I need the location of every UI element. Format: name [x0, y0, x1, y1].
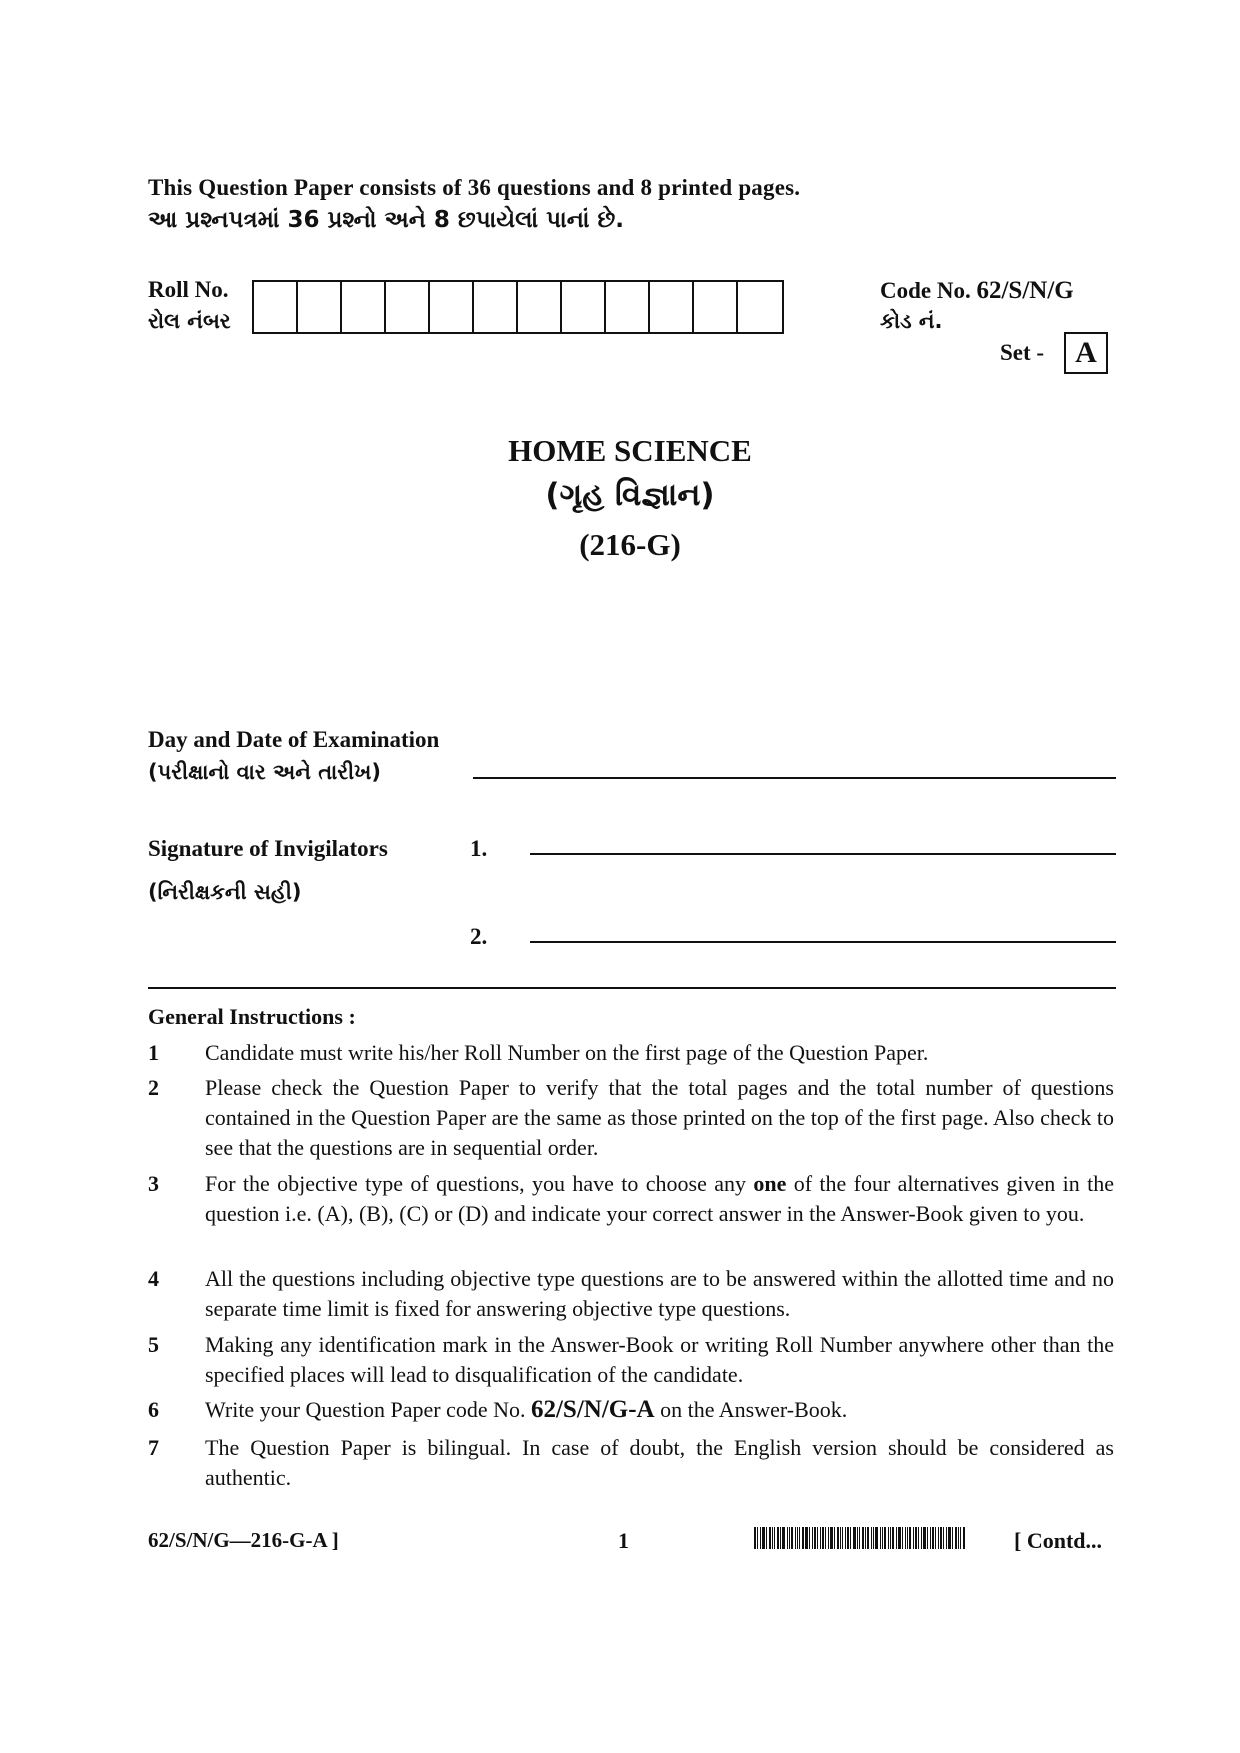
instruction-number: 3 [148, 1171, 159, 1196]
page-number: 1 [618, 1528, 629, 1553]
subject-title: HOME SCIENCE [508, 433, 752, 468]
barcode [754, 1527, 990, 1549]
instruction-item [148, 1264, 1114, 1324]
signature-1-number: 1. [470, 836, 488, 861]
roll-number-boxes[interactable] [252, 280, 784, 334]
instruction-number: 4 [148, 1266, 159, 1291]
roll-number-box[interactable] [386, 282, 430, 332]
instruction-text: For the objective type of questions, you have to choose any one of the four alternatives given in the question i.e. (A), (B), (C) or (D) and indicate your correct answer in the Answer-Book given to you. [205, 1171, 1114, 1226]
continued-label: [ Contd... [1014, 1528, 1103, 1553]
roll-number-box[interactable] [342, 282, 386, 332]
roll-number-box[interactable] [650, 282, 694, 332]
code-number-label-gujarati: કોડ નં. [880, 309, 943, 333]
instruction-text: Write your Question Paper code No. 62/S/N/G-A on the Answer-Book. [205, 1396, 848, 1423]
instruction-emphasis: 62/S/N/G-A [530, 1396, 655, 1423]
roll-number-label: Roll No. [148, 277, 229, 302]
roll-number-box[interactable] [474, 282, 518, 332]
instruction-number: 1 [148, 1040, 159, 1065]
exam-date-label: Day and Date of Examination [148, 727, 440, 752]
roll-number-box[interactable] [606, 282, 650, 332]
roll-number-box[interactable] [518, 282, 562, 332]
roll-number-box[interactable] [562, 282, 606, 332]
roll-number-box[interactable] [694, 282, 738, 332]
signature-2-number: 2. [470, 924, 488, 949]
signature-1-line[interactable] [530, 853, 1116, 855]
roll-number-box[interactable] [254, 282, 298, 332]
instruction-item [148, 1038, 1114, 1068]
exam-date-label-gujarati: (પરીક્ષાનો વાર અને તારીખ) [148, 760, 381, 784]
instruction-text: Candidate must write his/her Roll Number on the first page of the Question Paper. [205, 1040, 929, 1065]
instruction-number: 7 [148, 1435, 159, 1460]
instruction-item [148, 1433, 1114, 1493]
instruction-text: All the questions including objective type questions are to be answered within the allotted time and no separate time limit is fixed for answering objective type questions. [205, 1266, 1114, 1321]
signature-2-line[interactable] [530, 941, 1116, 943]
instruction-emphasis: one [753, 1171, 787, 1196]
roll-number-box[interactable] [430, 282, 474, 332]
section-divider [148, 987, 1116, 989]
instruction-text: Please check the Question Paper to verify that the total pages and the total number of questions contained in the Question Paper are the same as those printed on the top of the first page. Also check to see that the questions are in sequential order. [205, 1075, 1114, 1160]
subject-code: (216-G) [579, 527, 681, 562]
invigilators-label: Signature of Invigilators [148, 836, 388, 861]
subject-title-gujarati: (ગૃહ વિજ્ઞાન) [545, 477, 715, 513]
pages-info-gujarati: આ પ્રશ્નપત્રમાં 36 પ્રશ્નો અને 8 છપાયેલાં પાનાં છે. [148, 207, 624, 233]
roll-number-box[interactable] [738, 282, 782, 332]
roll-number-box[interactable] [298, 282, 342, 332]
pages-info-english: This Question Paper consists of 36 questions and 8 printed pages. [148, 175, 801, 200]
invigilators-label-gujarati: (નિરીક્ષકની સહી) [148, 880, 302, 904]
instruction-number: 2 [148, 1075, 159, 1100]
footer-paper-code: 62/S/N/G—216-G-A ] [148, 1528, 339, 1552]
instruction-text: The Question Paper is bilingual. In case of doubt, the English version should be considered as authentic. [205, 1435, 1114, 1490]
code-number-label: Code No. [880, 278, 971, 303]
instruction-item [148, 1395, 1114, 1425]
general-instructions-title: General Instructions : [148, 1004, 356, 1029]
instruction-text: Making any identification mark in the Answer-Book or writing Roll Number anywhere other than the specified places will lead to disqualification of the candidate. [205, 1332, 1114, 1387]
instruction-item [148, 1330, 1114, 1390]
instruction-number: 6 [148, 1397, 159, 1422]
exam-date-line[interactable] [473, 777, 1116, 779]
code-number-value: 62/S/N/G [976, 277, 1074, 304]
instruction-item [148, 1073, 1114, 1163]
code-number [880, 277, 1074, 305]
roll-number-label-gujarati: રોલ નંબર [148, 309, 231, 333]
set-value-box: A [1064, 332, 1108, 374]
instruction-item [148, 1169, 1114, 1229]
instruction-number: 5 [148, 1332, 159, 1357]
set-label: Set - [1000, 340, 1045, 365]
